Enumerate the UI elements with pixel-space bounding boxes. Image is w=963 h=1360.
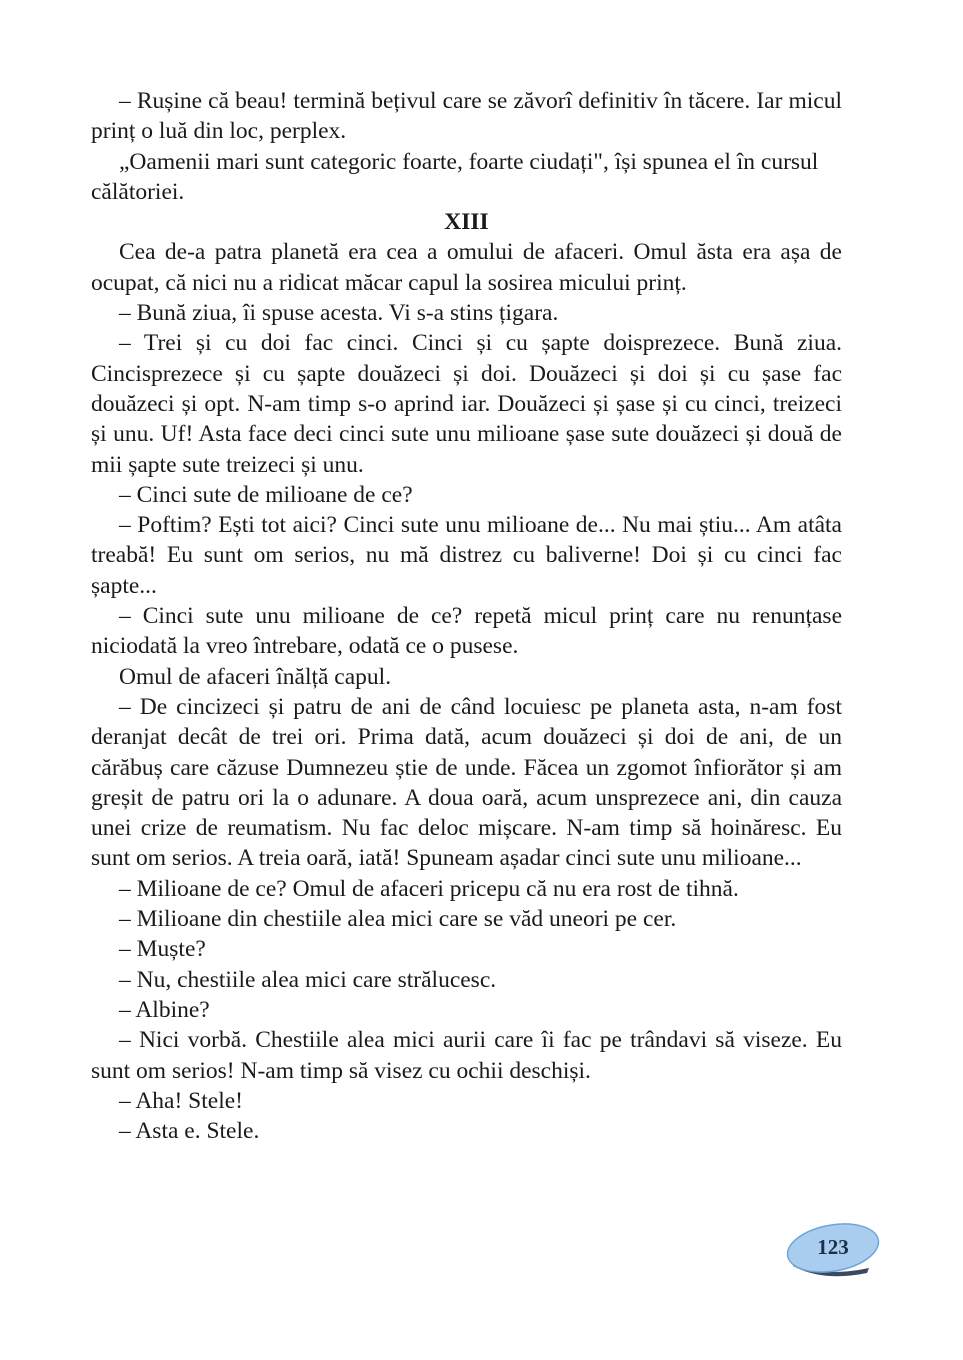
paragraph: – De cincizeci și patru de ani de când locuiesc pe planeta asta, n-am fost deranjat decât de trei ori. Prima dată, acum douăzeci și doi de ani, de un cărăbuș care căzuse Dumnezeu știe de unde. Făcea un zgomot înfiorător și am greșit de patru ori la o adunare. A doua oară, acum unsprezece ani, din cauza unei crize de reumatism. Nu fac deloc mișcare. N-am timp să hoinăresc. Eu sunt om serios. A treia oară, iată! Spuneam așadar cinci sute unu milioane... [91,693,842,872]
paragraph: – Poftim? Ești tot aici? Cinci sute unu milioane de... Nu mai știu... Am atâta treabă! Eu sunt om serios, nu mă distrez cu baliverne! Doi și cu cinci fac șapte... [91,512,842,599]
paragraph: – Rușine că beau! termină bețivul care se zăvorî definitiv în tăcere. Iar micul prinț o luă din loc, perplex. [91,88,842,145]
paragraph: – Nici vorbă. Chestiile alea mici aurii care îi fac pe trândavi să viseze. Eu sunt om serios! N-am timp să visez cu ochii deschiși. [91,1027,842,1084]
paragraph: – Muște? [119,936,206,963]
page-number-badge [783,1218,883,1280]
paragraph: Omul de afaceri înălță capul. [119,663,392,690]
paragraph: – Aha! Stele! [119,1087,243,1114]
paragraph: – Trei și cu doi fac cinci. Cinci și cu șapte doisprezece. Bună ziua. Cincisprezece și cu șapte douăzeci și doi. Douăzeci și doi și cu șase fac douăzeci și opt. N-am timp s-o aprind iar. Douăzeci și șase și cu cinci, treizeci și unu. Uf! Asta face deci cinci sute unu milioane șase sute douăzeci și două de mii șapte sute treizeci și unu. [91,330,842,478]
paragraph: – Milioane de ce? Omul de afaceri pricepu că nu era rost de tihnă. [119,875,739,902]
page-body [91,86,842,1146]
paragraph: – Nu, chestiile alea mici care strălucesc. [119,966,497,993]
paragraph: „Oamenii mari sunt categoric foarte, foarte ciudați", își spunea el în cursul călătoriei. [91,148,819,205]
paragraph: – Bună ziua, îi spuse acesta. Vi s-a stins țigara. [119,300,559,327]
paragraph: – Cinci sute unu milioane de ce? repetă micul prinț care nu renunțase niciodată la vreo întrebare, odată ce o pusese. [91,603,842,660]
paragraph: – Cinci sute de milioane de ce? [119,481,413,508]
paragraph: – Milioane din chestiile alea mici care se văd uneori pe cer. [119,906,677,933]
paragraph: Cea de-a patra planetă era cea a omului de afaceri. Omul ăsta era așa de ocupat, că nici nu a ridicat măcar capul la sosirea micului prinț. [91,239,842,296]
chapter-heading: XIII [444,209,489,236]
paragraph: – Asta e. Stele. [119,1118,260,1145]
page-number: 123 [817,1235,849,1259]
paragraph: – Albine? [119,996,210,1023]
